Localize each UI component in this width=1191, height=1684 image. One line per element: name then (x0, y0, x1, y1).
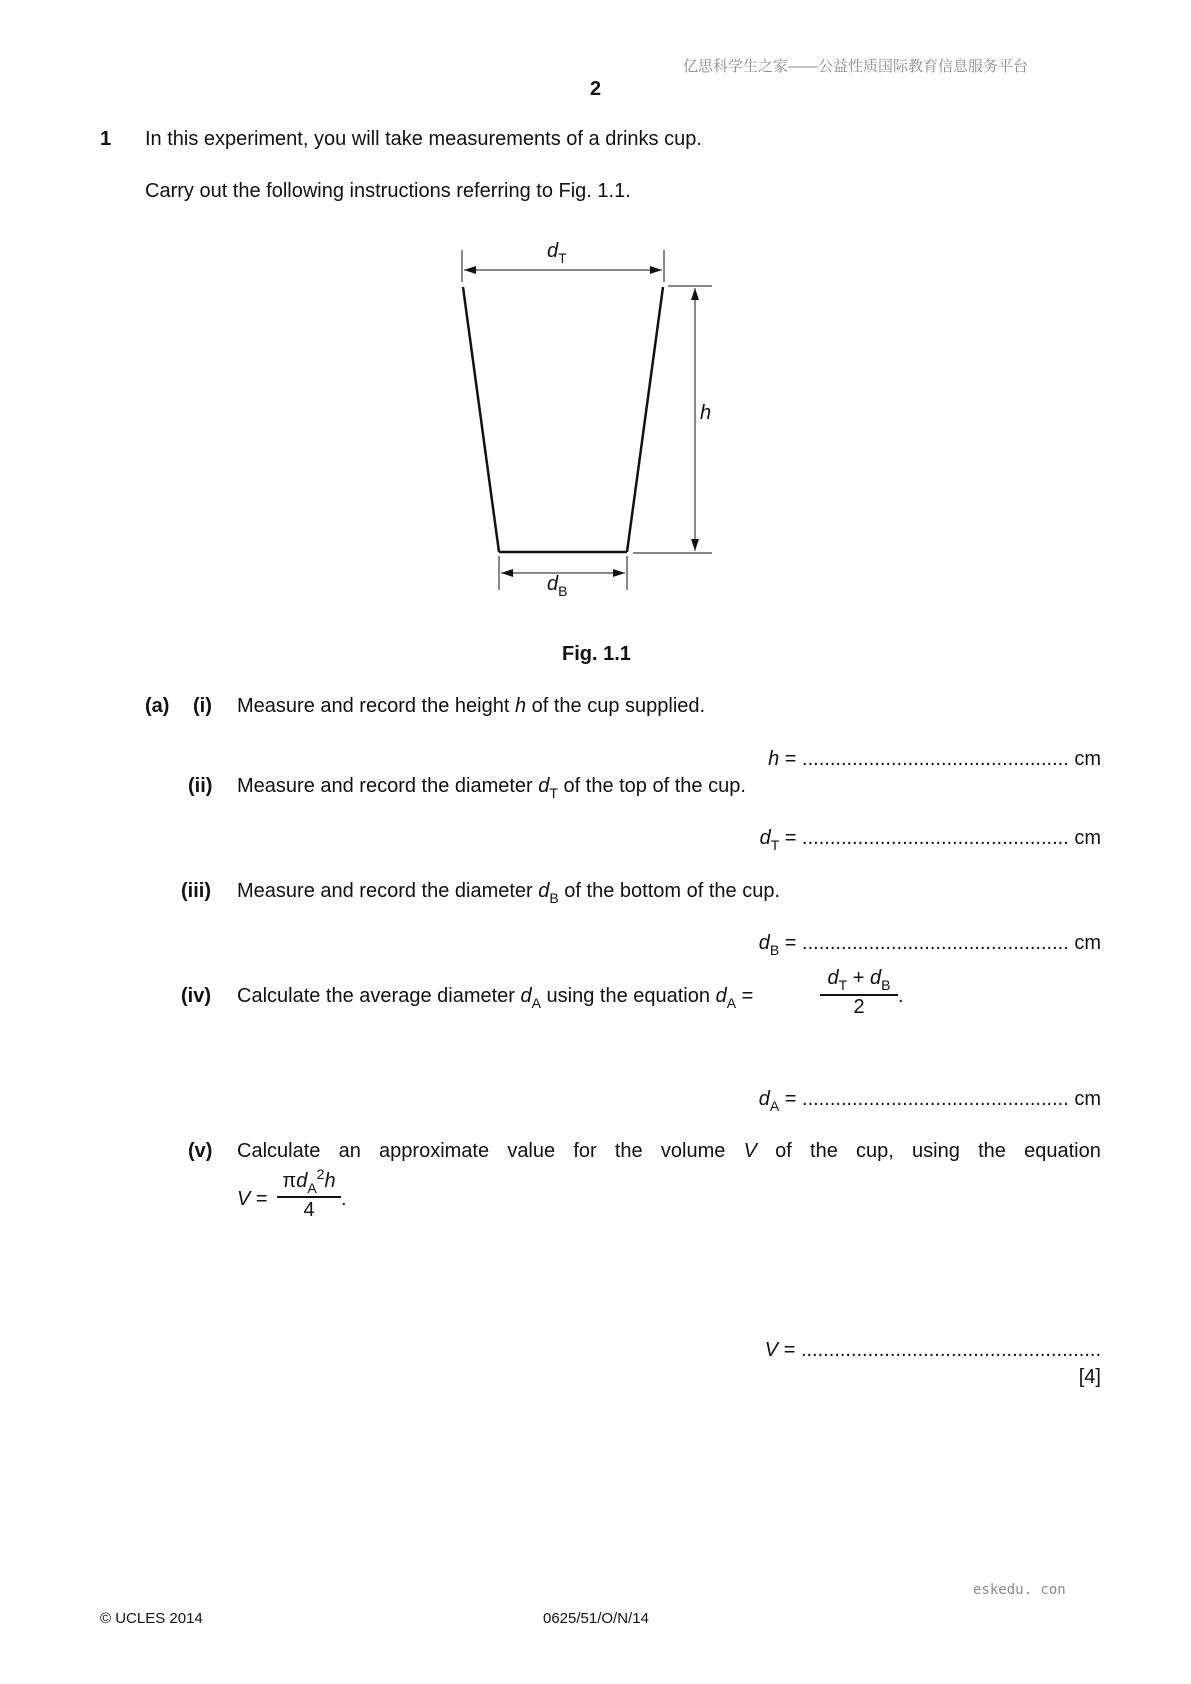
question-instruction: Carry out the following instructions referring to Fig. 1.1. (145, 180, 631, 202)
v-numerator: $\pi d_A^2h$ (282, 1166, 336, 1196)
cup-left-wall (463, 287, 499, 552)
part-i-text: Measure and record the height h of the cup supplied. (237, 695, 706, 717)
iv-period: . (898, 985, 904, 1007)
part-iv-text: Calculate the average diameter $d_A$ using the equation $d_A$ = (237, 985, 754, 1011)
answer-dB-dots: ................................................ (802, 932, 1069, 954)
iv-denominator: 2 (853, 996, 865, 1018)
answer-dT-dots: ................................................ (802, 827, 1069, 849)
part-iv-label: (iv) (181, 985, 211, 1007)
question-number: 1 (100, 128, 112, 150)
answer-h[interactable]: h = ................................................ cm (768, 748, 1101, 770)
part-i-label: (i) (193, 695, 212, 717)
h-arrow-top (691, 288, 699, 300)
answer-V[interactable]: V = ...................................................... (764, 1339, 1101, 1361)
marks-total: [4] (1078, 1366, 1101, 1388)
label-dT: $d_T$ (547, 240, 567, 266)
v-fraction-bar (277, 1196, 341, 1198)
question-intro: In this experiment, you will take measurements of a drinks cup. (145, 128, 702, 150)
v-equation-lhs: V = (237, 1188, 268, 1210)
iv-numerator: $d_T + d_B$ (827, 967, 891, 993)
footer-code: 0625/51/O/N/14 (543, 1610, 649, 1627)
bottom-arrow-left (501, 569, 513, 577)
label-h: h (700, 402, 712, 424)
part-iii-text: Measure and record the diameter $d_B$ of the bottom of the cup. (237, 880, 780, 906)
top-arrow-right (650, 266, 662, 274)
footer-copyright: © UCLES 2014 (100, 1610, 203, 1627)
part-ii-text: Measure and record the diameter $d_T$ of the top of the cup. (237, 775, 746, 801)
v-period: . (341, 1188, 347, 1210)
label-dB: $d_B$ (547, 573, 568, 599)
answer-h-dots: ................................................ (802, 748, 1069, 770)
top-arrow-left (464, 266, 476, 274)
answer-dA-dots: ................................................ (802, 1088, 1069, 1110)
answer-V-dots: ...................................................... (800, 1339, 1101, 1361)
cup-diagram (0, 0, 1191, 640)
answer-dT[interactable]: $d_T$ = ................................................ cm (759, 827, 1101, 853)
part-iii-label: (iii) (181, 880, 211, 902)
part-ii-label: (ii) (188, 775, 213, 797)
footer-watermark: eskedu. con (973, 1582, 1066, 1598)
bottom-arrow-right (613, 569, 625, 577)
page-number: 2 (590, 78, 602, 100)
figure-caption: Fig. 1.1 (562, 643, 631, 665)
header-watermark: 亿思科学生之家——公益性质国际教育信息服务平台 (683, 58, 1029, 75)
v-denominator: 4 (303, 1199, 315, 1221)
part-v-label: (v) (188, 1140, 213, 1162)
answer-dA[interactable]: $d_A$ = ................................................ cm (758, 1088, 1101, 1114)
h-arrow-bottom (691, 539, 699, 551)
part-v-text: Calculate an approximate value for the volume V of the cup, using the equation (237, 1140, 1101, 1162)
part-a-label: (a) (145, 695, 170, 717)
cup-right-wall (627, 287, 663, 552)
answer-dB[interactable]: $d_B$ = ................................................ cm (758, 932, 1101, 958)
